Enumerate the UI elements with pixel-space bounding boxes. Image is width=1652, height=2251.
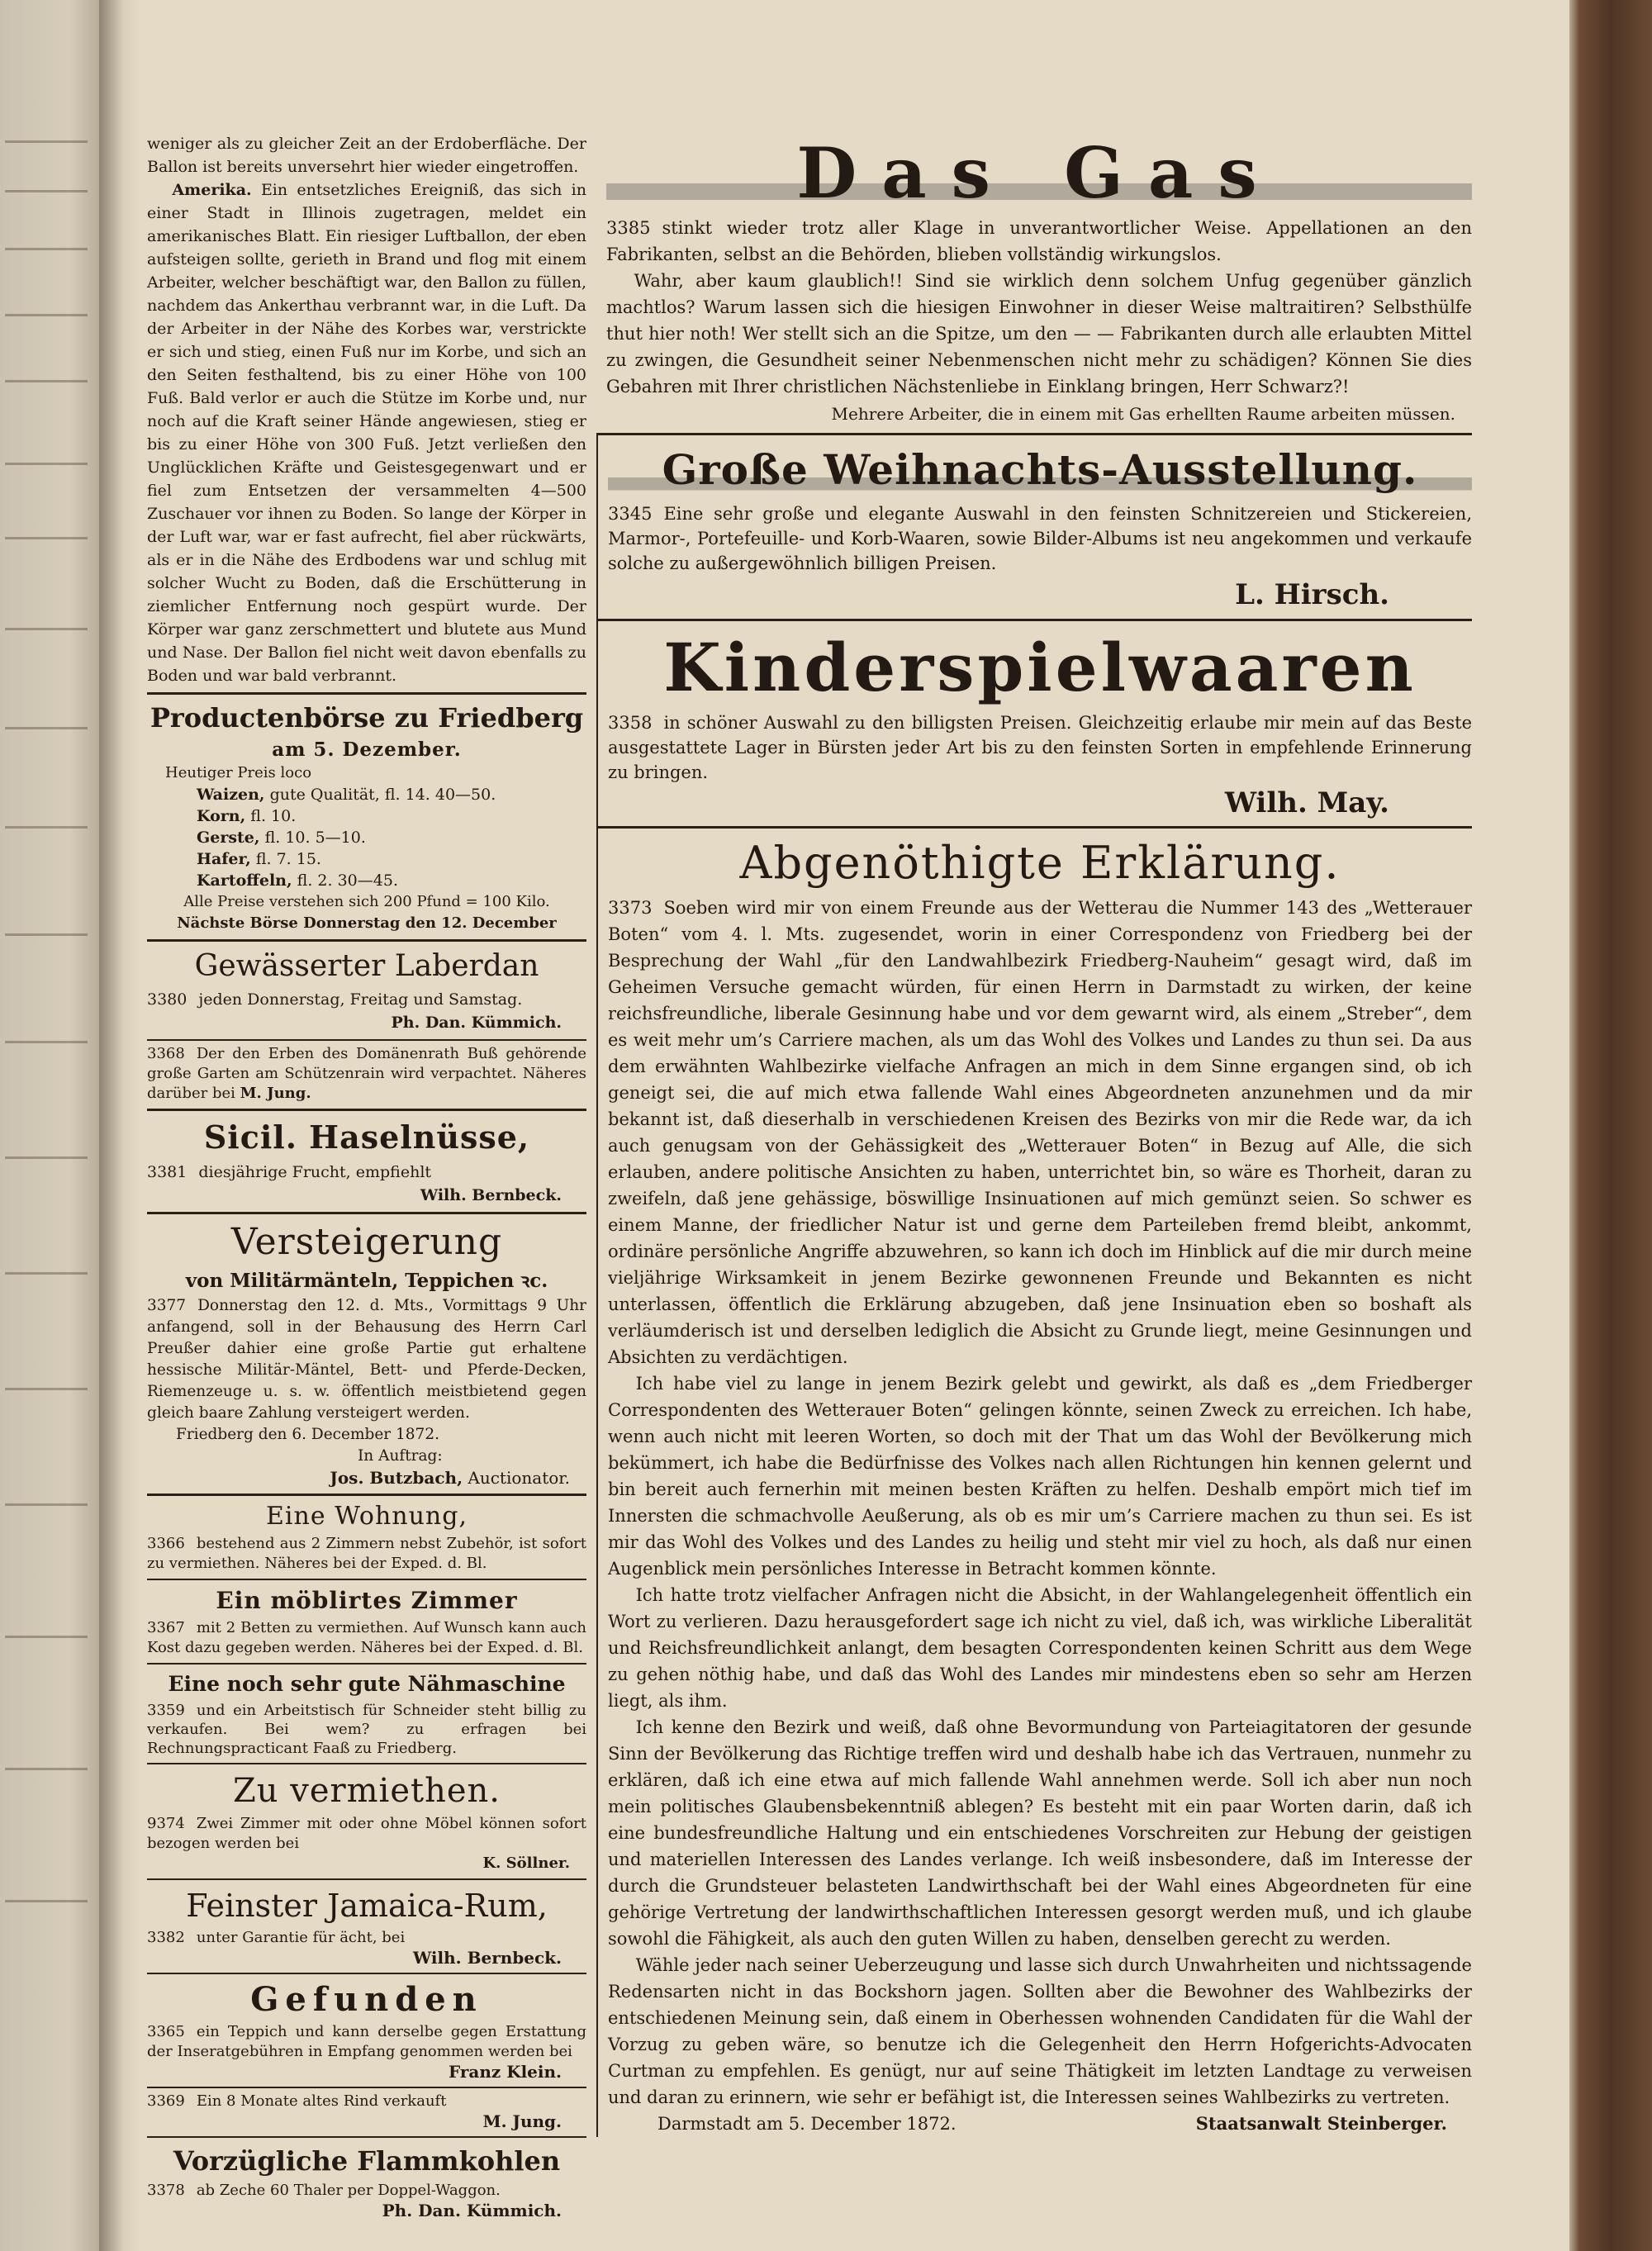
- article-paragraph: Soeben wird mir von einem Freunde aus der Wetterau die Nummer 143 des „Wetterauer Boten“ vom 4. l. Mts. zugesendet, worin in einer Correspondenz von Friedberg bei der Besprechung der Wahl „für den Landwahlbezirk Friedberg-Nauheim“ gesagt wird, daß im Geheimen Versuche gemacht würden, für einen Herrn in Darmstadt zu wirken, der keine reichsfreundliche, liberale Gesinnung habe und vor dem gewarnt wird, als einem „Streber“, dem es weit mehr um’s Carriere machen, als um das Wohl des Volkes und Landes zu thun sei. Da aus dem erwähnten Wahlbezirke vielfache Anfragen an mich in dem Sinne ergangen sind, ob ich geneigt sei, die auf mich etwa fallende Wahl eines Abgeordneten anzunehmen und da mir bekannt ist, daß dieserhalb in verschiedenen Kreisen des Bezirks von mir die Rede war, da ich auch genugsam von der Gehässigkeit des „Wetterauer Boten“ in Bezug auf Alle, die sich erlauben, andere politische Ansichten zu haben, unterrichtet bin, so wäre es Thorheit, daran zu zweifeln, daß jene gehässige, böswillige Insinuationen auf mich gemünzt seien. So schwer es einem Manne, der friedlicher Natur ist und gerne dem Parteileben fremd bleibt, ankommt, ordinäre persönliche Angriffe abzuwehren, so kann ich doch im Hinblick auf die mir durch meine vieljährige Wirksamkeit in jenem Bezirke gewonnenen Freunde und Bekannten es nicht unterlassen, öffentlich die Erklärung abzugeben, daß jene Insinuation eben so boshaft als verläumderisch ist und derselben lediglich die Absicht zu Grunde liegt, meine Gesinnungen und Absichten zu verdächtigen.: [608, 898, 1472, 1367]
- article-paragraph: Ich habe viel zu lange in jenem Bezirk gelebt und gewirkt, als daß es „dem Friedberger Correspondenten des Wetterauer Boten“ gelingen könnte, seinen Zweck zu erreichen. Ich habe, wenn auch nicht mit leeren Worten, so doch mit der That um das Wohl der Bevölkerung mich bekümmert, ich habe die Bedürfnisse des Volkes nach allen Richtungen hin kennen gelernt und bin bereit auch fernerhin mit meinen besten Kräften zu helfen. Deshalb empört mich tief im Innersten die schmachvolle Aeußerung, als ob es mir um’s Carriere machen zu thun sei. Es ist mir das Wohl des Volkes und des Landes zu heilig und steht mir viel zu hoch, als daß nur einen Augenblick mein persönliches Interesse in Betracht kommen könnte.: [608, 1374, 1472, 1579]
- ad-signature: Ph. Dan. Kümmich.: [382, 2201, 562, 2220]
- book-binding-edge: [1569, 0, 1652, 2251]
- ad-das-gas: [596, 132, 1472, 428]
- price-item-value: gute Qualität, fl. 14. 40—50.: [269, 786, 496, 804]
- price-item-name: Korn,: [197, 807, 246, 825]
- article-abgenoethigte-erklaerung: [598, 826, 1472, 2137]
- article-paragraph: Wähle jeder nach seiner Ueberzeugung und lasse sich durch Unwahrheiten und nichtssagende Redensarten nicht in das Bockshorn jagen. Sollten aber die Bewohner des Wahlbezirks der entschiedenen Meinung sein, daß einem in Oberhessen wohnenden Candidaten für die Wahl der Vorzug zu geben wäre, so benutze ich die Gelegenheit den Herrn Hofgerichts-Advocaten Curtman zu empfehlen. Es genügt, nur auf seine Thätigkeit im letzten Landtage zu verweisen und daran zu erinnern, wie sehr er befähigt ist, die Interessen seines Wahlbezirks zu vertreten.: [608, 1955, 1472, 2107]
- news-article-balloon: [147, 132, 586, 687]
- news-paragraph-amerika: [147, 178, 586, 687]
- ad-signature: M. Jung.: [482, 2111, 562, 2131]
- article-signature: Staatsanwalt Steinberger.: [1195, 2113, 1447, 2134]
- ad-text: Der den Erben des Domänenrath Buß gehörende große Garten am Schützenrain wird verpachtet. Näheres darüber bei: [147, 1045, 586, 1102]
- right-column: [596, 132, 1472, 2137]
- ad-signature: Wilh. Bernbeck.: [420, 1186, 562, 1204]
- ad-number: 3380: [147, 990, 188, 1009]
- ad-title: Vorzügliche Flammkohlen: [173, 2145, 561, 2177]
- price-item: [197, 805, 586, 827]
- ad-haselnuesse: [147, 1109, 586, 1207]
- ad-number: 3381: [147, 1163, 188, 1181]
- price-item: [197, 870, 586, 891]
- ad-number: 3368: [147, 1045, 185, 1062]
- ad-text: Donnerstag den 12. d. Mts., Vormittags 9 Uhr anfangend, soll in der Behausung des Herrn Carl Preußer dahier eine große Partie gut erhaltene hessische Militär-Mäntel, Bett- und Pferde-Decken, Riemenzeuge u. s. w. öffentlich meistbietend gegen gleich baare Zahlung versteigert werden.: [147, 1297, 586, 1422]
- ad-number: 9374: [147, 1815, 185, 1832]
- ad-signature: M. Jung.: [240, 1085, 311, 1102]
- page-gutter-shadow: [99, 0, 140, 2251]
- ad-title: Eine Wohnung,: [266, 1502, 468, 1531]
- ad-text: jeden Donnerstag, Freitag und Samstag.: [198, 990, 523, 1009]
- ad-signature: Franz Klein.: [448, 2062, 562, 2082]
- ad-number: 3358: [608, 713, 653, 733]
- ad-number: 3366: [147, 1535, 185, 1552]
- ad-text: in schöner Auswahl zu den billigsten Preisen. Gleichzeitig erlaube mir mein auf das Beste ausgestattete Lager in Bürsten jeder Art bis zu den feinsten Sorten in empfehlende Erinnerung zu bringen.: [608, 713, 1472, 782]
- ad-signature: L. Hirsch.: [1235, 578, 1389, 611]
- ad-title: Eine noch sehr gute Nähmaschine: [168, 1672, 566, 1696]
- ad-title: Große Weihnachts-Ausstellung.: [608, 439, 1472, 501]
- ad-signature: Mehrere Arbeiter, die in einem mit Gas erhellten Raume arbeiten müssen.: [831, 404, 1455, 424]
- price-note: Alle Preise verstehen sich 200 Pfund = 100 Kilo.: [183, 893, 550, 910]
- ad-text: und ein Arbeitstisch für Schneider steht billig zu verkaufen. Bei wem? zu erfragen bei Rechnungspracticant Faaß zu Friedberg.: [147, 1702, 586, 1757]
- article-paragraph: Ich hatte trotz vielfacher Anfragen nicht die Absicht, in der Wahlangelegenheit öffentlich ein Wort zu verlieren. Dazu herausgefordert sage ich nicht zu viel, daß ich, was wirkliche Liberalität und Reichsfreundlichkeit anlangt, dem besagten Correspondenten keinen Schritt aus dem Wege zu gehen nöthig habe, und daß das Wohl des Landes mir mindestens eben so sehr am Herzen liegt, als ihm.: [608, 1585, 1472, 1711]
- ad-text: ab Zeche 60 Thaler per Doppel-Waggon.: [196, 2182, 501, 2199]
- ad-gefunden: [147, 1973, 586, 2082]
- ad-text: Ein 8 Monate altes Rind verkauft: [196, 2092, 447, 2110]
- ad-number: 3365: [147, 2023, 185, 2040]
- price-item: [197, 827, 586, 848]
- ad-productenboerse: [147, 692, 586, 934]
- article-date: Darmstadt am 5. December 1872.: [657, 2114, 957, 2134]
- ad-garten: [147, 1039, 586, 1104]
- price-item: [197, 784, 586, 805]
- news-heading: Amerika.: [172, 181, 252, 199]
- ad-number: 3359: [147, 1702, 185, 1719]
- price-item-name: Gerste,: [197, 829, 260, 847]
- ad-text: Eine sehr große und elegante Auswahl in den feinsten Schnitzereien und Stickereien, Marmor-, Portefeuille- und Korb-Waaren, sowie Bilder-Albums ist neu angekommen und verkaufe solche zu außergewöhnlich billigen Preisen.: [608, 504, 1472, 573]
- ad-signature: K. Söllner.: [482, 1854, 570, 1872]
- article-paragraph: Ich kenne den Bezirk und weiß, daß ohne Bevormundung von Parteiagitatoren der gesunde Sinn der Bevölkerung das Richtige treffen wird und deshalb habe ich das Vertrauen, nunmehr zu erklären, daß ich eine etwa auf mich fallende Wahl annehmen werde. Soll ich aber nun noch mein politisches Glaubensbekenntniß ablegen? Es besteht mit ein paar Worten darin, daß ich eine bundesfreundliche Haltung und ein entschiedenes Vorschreiten zur Hebung der geistigen und materiellen Interessen des Landes verlange. Ich weiß insbesondere, daß im Interesse der durch die Grundsteuer belasteten Landwirthschaft bei der Wahl eines Abgeordneten für eine gehörige Vertretung der landwirthschaftlichen Interessen gesorgt werden muß, und ich glaube sowohl die Fähigkeit, als auch den guten Willen zu haben, denselben gerecht zu werden.: [608, 1717, 1472, 1949]
- ad-number: 3382: [147, 1929, 185, 1946]
- right-column-framed-section: [596, 433, 1472, 2137]
- ad-text: stinkt wieder trotz aller Klage in unverantwortlicher Weise. Appellationen an den Fabrikanten, selbst an die Behörden, blieben vollständig wirkungslos.: [606, 218, 1472, 264]
- price-list: [147, 784, 586, 891]
- price-item-value: fl. 2. 30—45.: [297, 871, 398, 890]
- ad-commission: In Auftrag:: [358, 1447, 443, 1465]
- ad-text: diesjährige Frucht, empfiehlt: [198, 1163, 432, 1181]
- price-item-name: Waizen,: [197, 786, 265, 804]
- price-item-value: fl. 7. 15.: [255, 850, 321, 868]
- ad-signature: Wilh. Bernbeck.: [412, 1948, 562, 1968]
- ad-title: Ein möblirtes Zimmer: [216, 1587, 518, 1614]
- next-market-date: Nächste Börse Donnerstag den 12. December: [177, 914, 557, 932]
- ad-rind: [147, 2087, 586, 2131]
- ad-text: ein Teppich und kann derselbe gegen Erstattung der Inseratgebühren in Empfang genommen werden bei: [147, 2023, 586, 2060]
- price-intro: Heutiger Preis loco: [165, 764, 312, 781]
- ad-signature: Ph. Dan. Kümmich.: [391, 1014, 562, 1032]
- ad-title: Productenbörse zu Friedberg: [150, 702, 584, 734]
- ad-number: 3385: [606, 218, 651, 238]
- ad-text: mit 2 Betten zu vermiethen. Auf Wunsch kann auch Kost dazu gegeben werden. Näheres bei der Exped. d. Bl.: [147, 1619, 586, 1656]
- ad-naehmaschine: [147, 1663, 586, 1758]
- news-paragraph: weniger als zu gleicher Zeit an der Erdoberfläche. Der Ballon ist bereits unversehrt hier wieder eingetroffen.: [147, 135, 586, 176]
- ad-text: Wahr, aber kaum glaublich!! Sind sie wirklich denn solchem Unfug gegenüber gänzlich machtlos? Warum lassen sich die hiesigen Einwohner in dieser Weise maltraitiren? Selbsthülfe thut hier noth! Wer stellt sich an die Spitze, um den — — Fabrikanten durch alle erlaubten Mittel zu zwingen, die Gesundheit seiner Nebenmenschen nicht mehr zu schädigen? Können Sie dies Gebahren mit Ihrer christlichen Nächstenliebe in Einklang bringen, Herr Schwarz?!: [606, 271, 1472, 397]
- ad-number: 3369: [147, 2092, 185, 2110]
- ad-subtitle: von Militärmänteln, Teppichen ꝛc.: [185, 1270, 548, 1292]
- ad-title: Versteigerung: [230, 1221, 503, 1263]
- ad-title: Gewässerter Laberdan: [194, 949, 539, 983]
- ad-kinderspielwaaren: [598, 619, 1472, 821]
- ad-date: Friedberg den 6. December 1872.: [176, 1426, 439, 1443]
- ad-title: Gefunden: [250, 1980, 483, 2019]
- price-item-value: fl. 10. 5—10.: [264, 829, 366, 847]
- left-column: [147, 132, 586, 2220]
- ad-weihnachts-ausstellung: [598, 433, 1472, 614]
- ad-number: 3377: [147, 1297, 187, 1314]
- article-title: Abgenöthigte Erklärung.: [739, 837, 1341, 889]
- ad-title: Kinderspielwaaren: [663, 629, 1417, 706]
- ad-signature: Jos. Butzbach,: [330, 1468, 463, 1488]
- price-item-name: Kartoffeln,: [197, 871, 292, 890]
- ad-title: Sicil. Haselnüsse,: [203, 1118, 530, 1156]
- ad-number: 3345: [608, 504, 653, 524]
- ad-text: bestehend aus 2 Zimmern nebst Zubehör, ist sofort zu vermiethen. Näheres bei der Exped. d. Bl.: [147, 1535, 586, 1572]
- ad-text: unter Garantie für ächt, bei: [196, 1929, 406, 1946]
- ad-text: Zwei Zimmer mit oder ohne Möbel können sofort bezogen werden bei: [147, 1815, 586, 1852]
- news-text: Ein entsetzliches Ereigniß, das sich in einer Stadt in Illinois zugetragen, meldet ein amerikanisches Blatt. Ein riesiger Luftballon, der eben aufsteigen sollte, gerieth in Brand und flog mit einem Arbeiter, welcher beschäftigt war, den Ballon zu füllen, nachdem das Ankerthau verbrannt war, in die Luft. Da der Arbeiter in der Nähe des Korbes war, verstrickte er sich und stieg, einen Fuß nur im Korbe, und sich an den Seiten festhaltend, bis zu einer Höhe von 100 Fuß. Bald verlor er auch die Stütze im Korbe und, nur noch auf die Kraft seiner Hände angewiesen, stieg er bis zu einer Höhe von 300 Fuß. Jetzt verließen den Unglücklichen Kräfte und Geistesgegenwart und er fiel zum Entsetzen der versammelten 4—500 Zuschauer vor ihnen zu Boden. So lange der Körper in der Luft war, war er fast aufrecht, fiel aber rückwärts, als er in die Nähe des Erdbodens war und schlug mit solcher Wucht zu Boden, daß die Erschütterung in ziemlicher Entfernung noch gespürt wurde. Der Körper war ganz zerschmettert und blutete aus Mund und Nase. Der Ballon fiel nicht weit davon ebenfalls zu Boden und war bald verbrannt.: [147, 181, 586, 685]
- ad-title: Zu vermiethen.: [232, 1772, 501, 1810]
- ad-number: 3378: [147, 2182, 185, 2199]
- price-item: [197, 848, 586, 870]
- ad-kohlen: [147, 2136, 586, 2220]
- price-item-value: fl. 10.: [250, 807, 297, 825]
- ad-wohnung: [147, 1494, 586, 1574]
- ad-role: Auctionator.: [468, 1468, 570, 1488]
- ad-number: 3367: [147, 1619, 185, 1636]
- price-item-name: Hafer,: [197, 850, 251, 868]
- article-number: 3373: [608, 898, 653, 918]
- ad-zimmer: [147, 1579, 586, 1658]
- ad-laberdan: [147, 939, 586, 1034]
- ad-signature: Wilh. May.: [1224, 786, 1389, 819]
- adjacent-page-edge: [0, 0, 99, 2251]
- ad-vermiethen: [147, 1763, 586, 1873]
- ad-versteigerung: [147, 1212, 586, 1489]
- ad-rum: [147, 1878, 586, 1968]
- ad-title: Das Gas: [606, 132, 1472, 215]
- ad-subtitle: am 5. Dezember.: [272, 738, 462, 761]
- ad-title: Feinster Jamaica-Rum,: [186, 1888, 548, 1924]
